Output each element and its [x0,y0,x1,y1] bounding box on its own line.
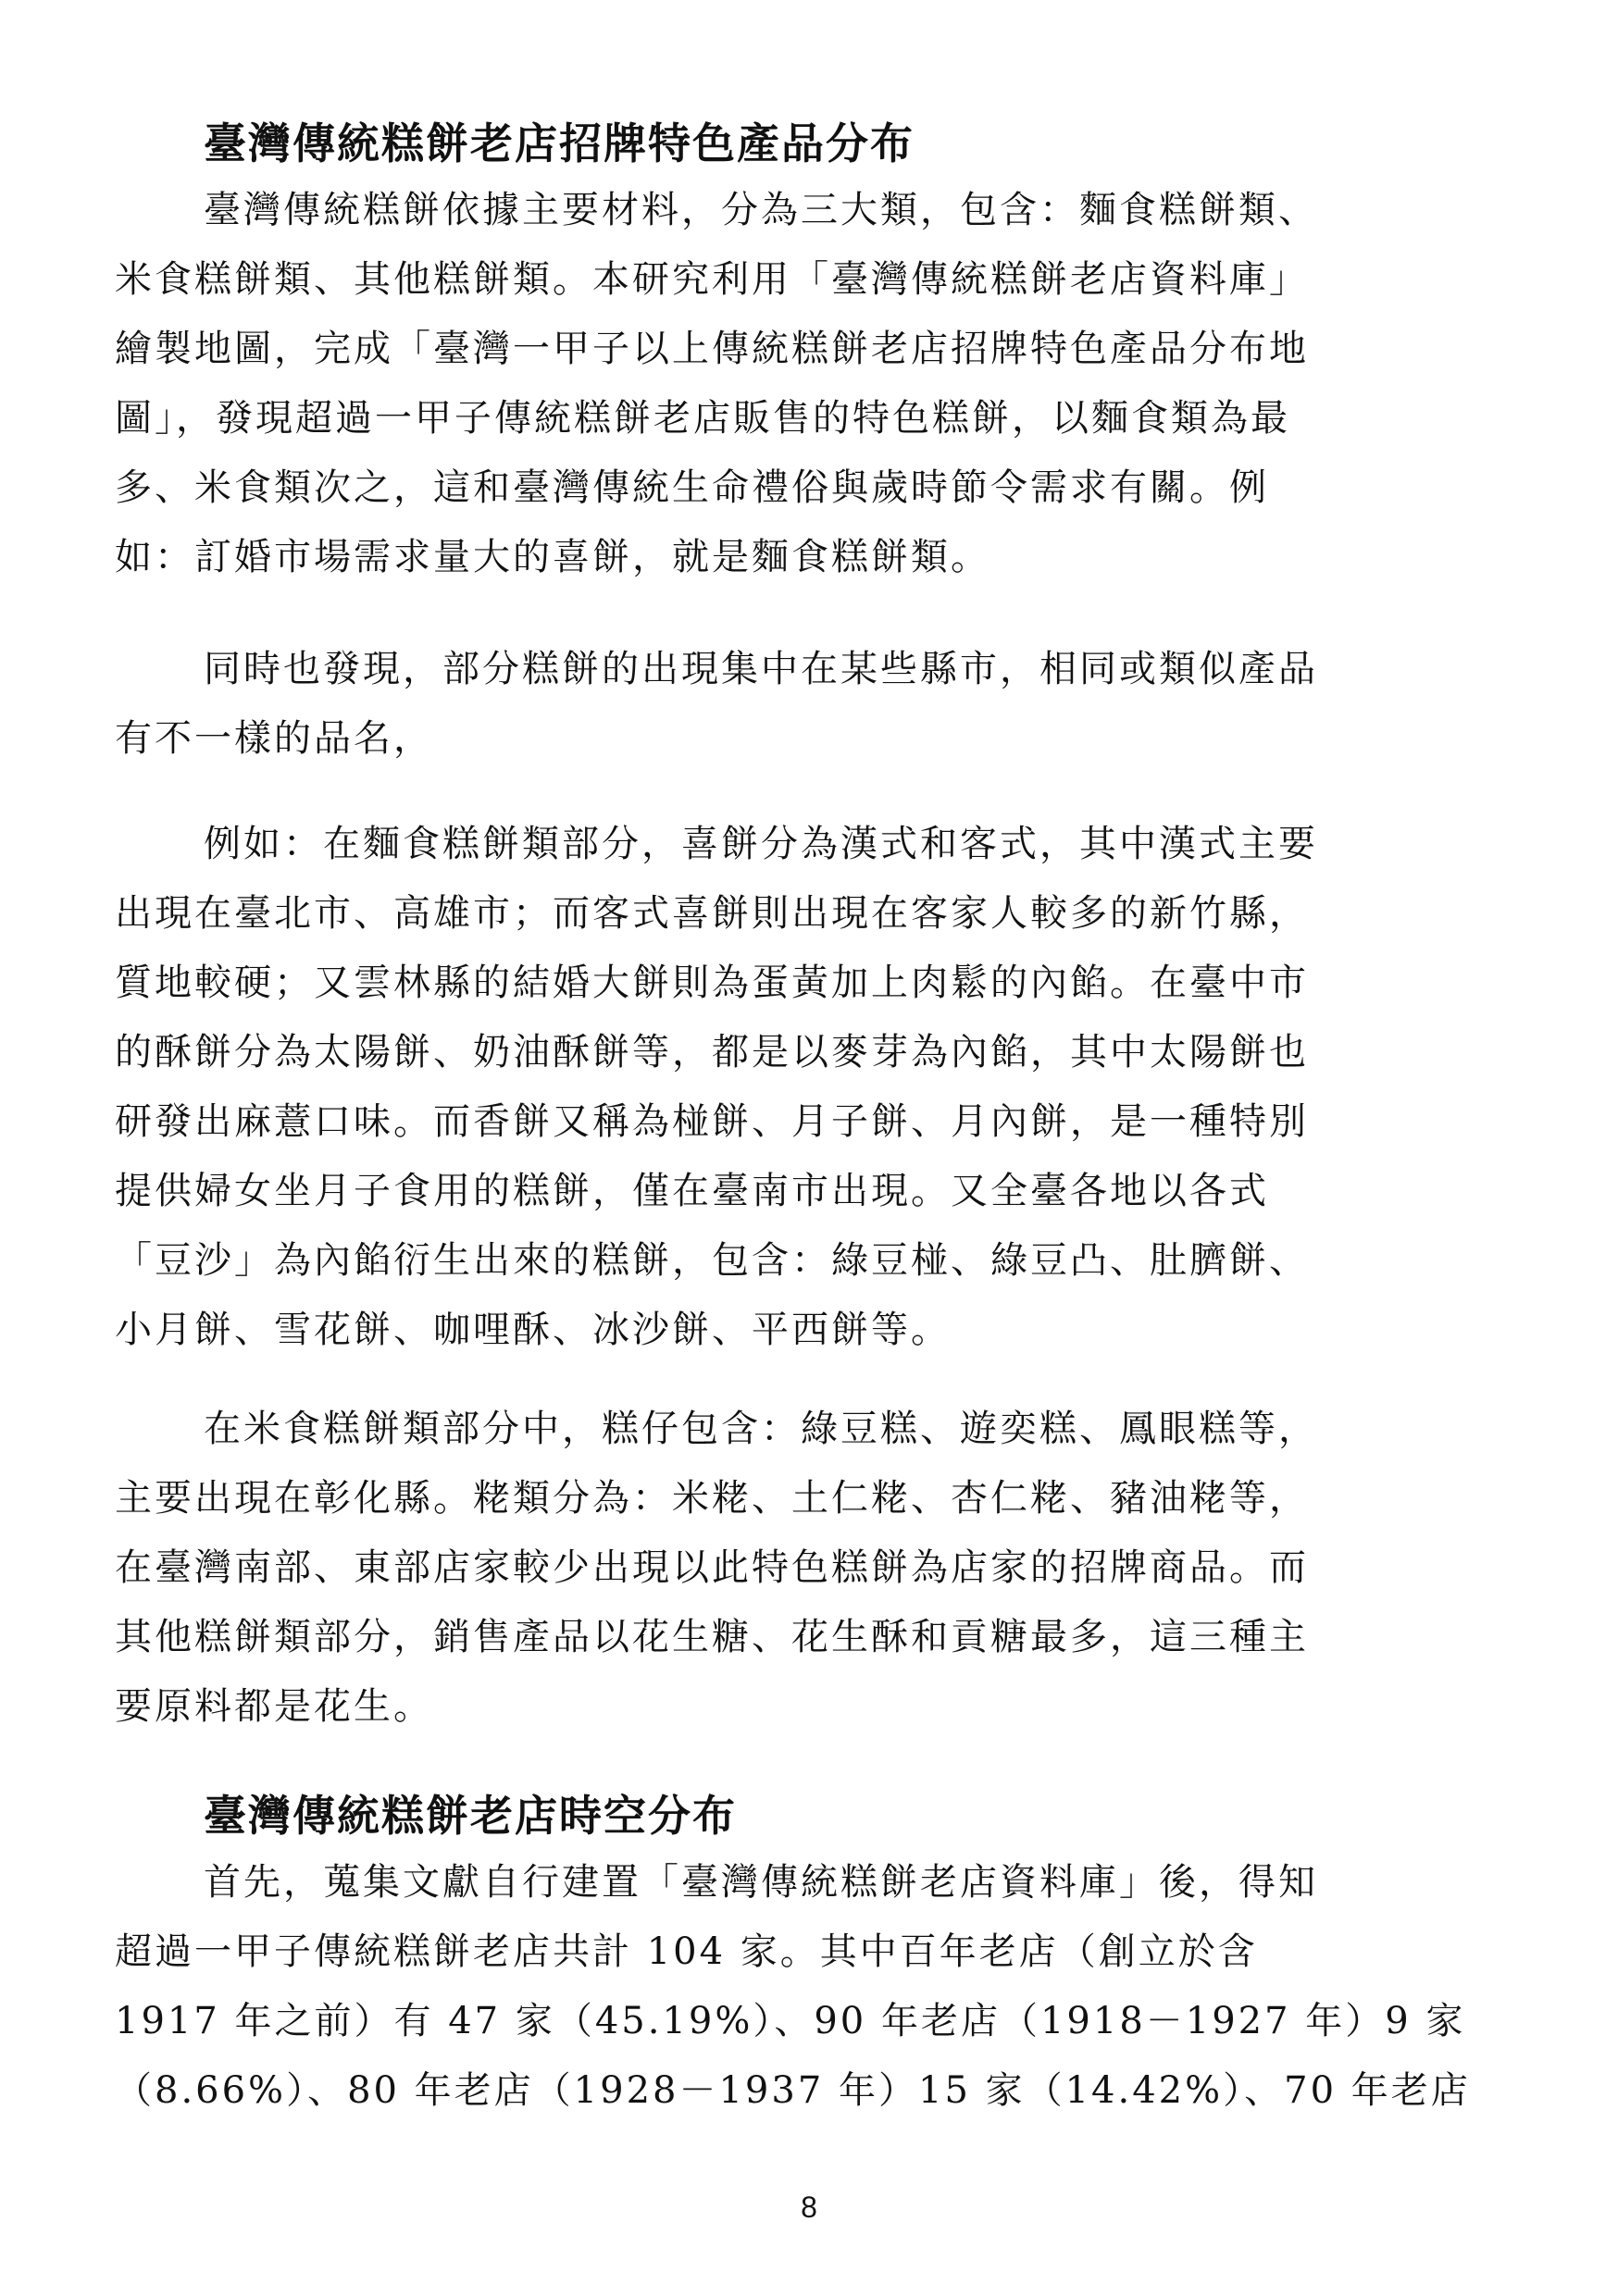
text-line: 繪製地圖，完成「臺灣一甲子以上傳統糕餅老店招牌特色產品分布地 [115,328,1309,370]
text-line: 的酥餅分為太陽餅、奶油酥餅等，都是以麥芽為內餡，其中太陽餅也 [115,1031,1309,1074]
text-line: 主要出現在彰化縣。粩類分為：米粩、土仁粩、杏仁粩、豬油粩等， [115,1477,1309,1520]
text-line: 有不一樣的品名， [115,717,433,760]
paragraph-rice-pastries [115,1395,1522,1742]
text-line: 小月餅、雪花餅、咖哩酥、冰沙餅、平西餅等。 [115,1309,951,1351]
section-heading-signature-products: 臺灣傳統糕餅老店招牌特色產品分布 [204,118,915,168]
text-line: 例如：在麵食糕餅類部分，喜餅分為漢式和客式，其中漢式主要 [204,823,1318,865]
section-heading-spatiotemporal: 臺灣傳統糕餅老店時空分布 [204,1791,737,1841]
text-line: 質地較硬；又雲林縣的結婚大餅則為蛋黃加上肉鬆的內餡。在臺中市 [115,962,1309,1004]
text-line: 多、米食類次之，這和臺灣傳統生命禮俗與歲時節令需求有關。例 [115,466,1269,509]
text-line: 要原料都是花生。 [115,1685,433,1728]
text-line: 其他糕餅類部分，銷售產品以花生糖、花生酥和貢糖最多，這三種主 [115,1616,1309,1658]
text-line: 在米食糕餅類部分中，糕仔包含：綠豆糕、遊奕糕、鳳眼糕等， [204,1408,1318,1450]
text-line: 同時也發現，部分糕餅的出現集中在某些縣市，相同或類似產品 [204,648,1318,690]
text-line: 研發出麻薏口味。而香餅又稱為椪餅、月子餅、月內餅，是一種特別 [115,1100,1309,1143]
text-line: 「豆沙」為內餡衍生出來的糕餅，包含：綠豆椪、綠豆凸、肚臍餅、 [115,1239,1309,1282]
text-line: 1917 年之前）有 47 家（45.19%）、90 年老店（1918－1927 年）9 家 [115,2000,1466,2042]
text-line: 首先，蒐集文獻自行建置「臺灣傳統糕餅老店資料庫」後，得知 [204,1861,1318,1904]
text-line: （8.66%）、80 年老店（1928－1937 年）15 家（14.42%）、70 年老店 [115,2069,1471,2112]
text-line: 如：訂婚市場需求量大的喜餅，就是麵食糕餅類。 [115,536,990,578]
text-line: 提供婦女坐月子食用的糕餅，僅在臺南市出現。又全臺各地以各式 [115,1170,1269,1212]
text-line: 出現在臺北市、高雄市；而客式喜餅則出現在客家人較多的新竹縣， [115,892,1309,935]
text-line: 超過一甲子傳統糕餅老店共計 104 家。其中百年老店（創立於含 [115,1930,1258,1973]
paragraph-wheat-pastries [115,810,1522,1365]
paragraph-intro [115,176,1522,592]
paragraph-database-stats [115,1848,1522,2126]
text-line: 在臺灣南部、東部店家較少出現以此特色糕餅為店家的招牌商品。而 [115,1546,1309,1589]
page-number: 8 [801,2191,817,2224]
paragraph-regional-names [115,635,1522,774]
text-line: 米食糕餅類、其他糕餅類。本研究利用「臺灣傳統糕餅老店資料庫」 [115,258,1309,301]
text-line: 圖」，發現超過一甲子傳統糕餅老店販售的特色糕餅，以麵食類為最 [115,397,1290,440]
text-line: 臺灣傳統糕餅依據主要材料，分為三大類，包含：麵食糕餅類、 [204,189,1318,231]
